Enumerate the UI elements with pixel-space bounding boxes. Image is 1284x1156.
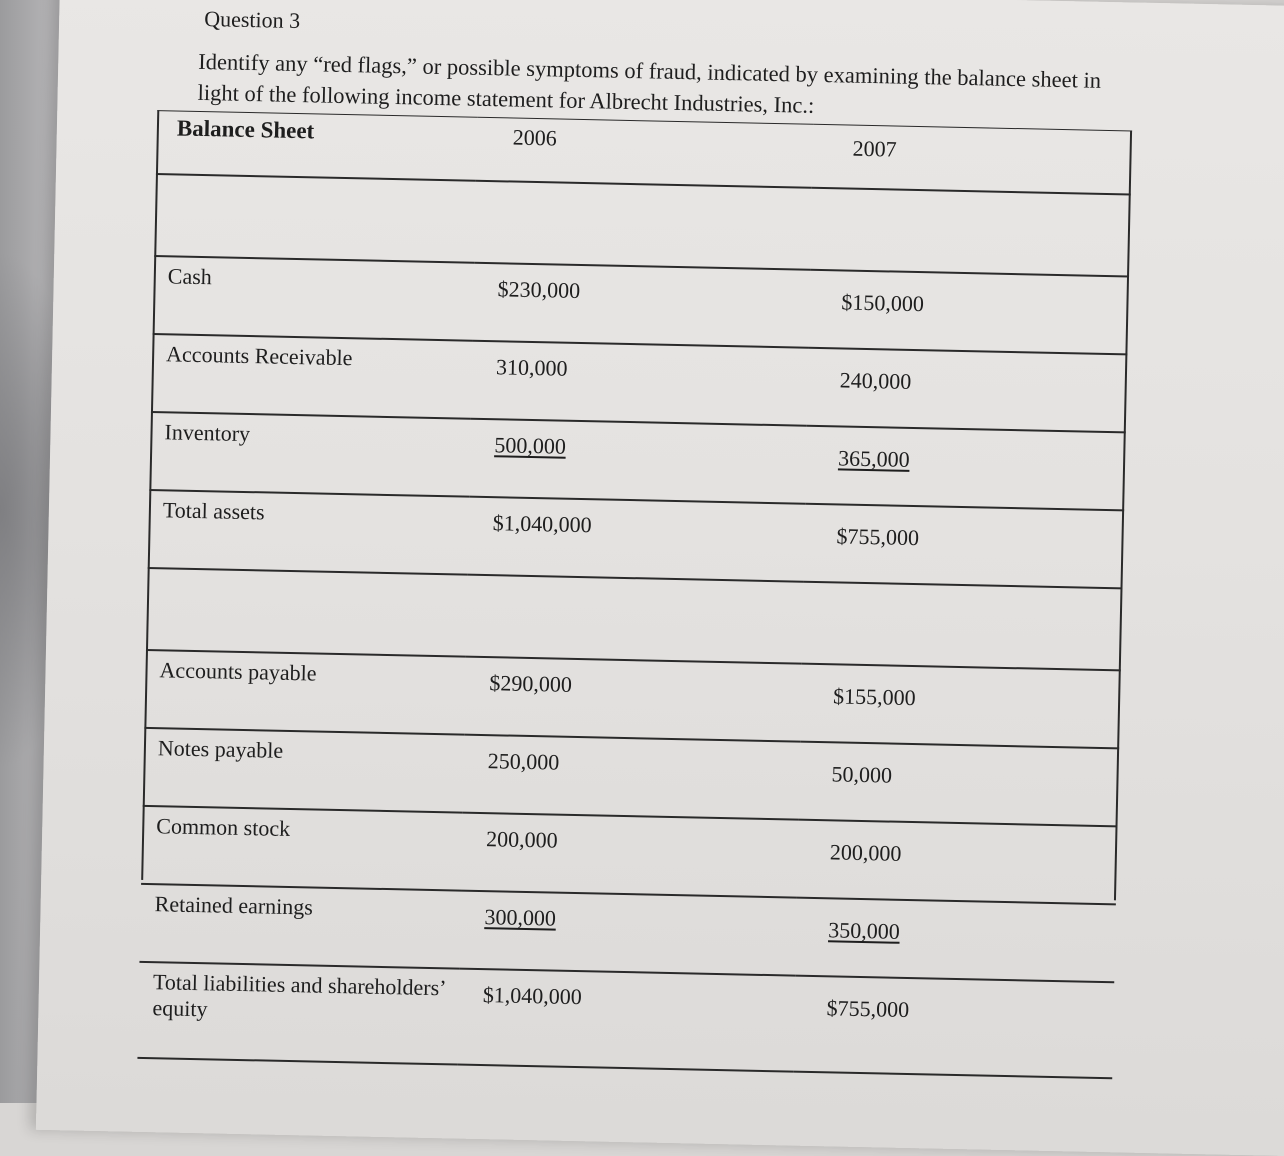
column-header-2007: 2007 [812, 124, 1132, 194]
value-2007: $155,000 [800, 664, 1121, 749]
value-2006: 500,000 [494, 432, 567, 459]
row-label: Total assets [148, 490, 470, 575]
row-label: Notes payable [143, 728, 465, 813]
question-prompt: Identify any “red flags,” or possible symptoms of fraud, indicated by examining the balance sheet in light of the following income statement for Albrecht Industries, Inc.: [197, 48, 1102, 118]
value-2007: $755,000 [793, 976, 1114, 1079]
value-2007: 365,000 [837, 445, 910, 472]
row-label: Total liabilities and shareholders’ equity [137, 962, 459, 1065]
value-2006: $1,040,000 [457, 969, 795, 1072]
value-2007: 50,000 [799, 742, 1120, 827]
value-2007: 240,000 [807, 348, 1128, 433]
paper-sheet [36, 0, 1284, 1156]
value-2006: $230,000 [473, 263, 811, 348]
value-2007: 350,000 [828, 917, 901, 944]
balance-sheet-title: Balance Sheet [156, 111, 477, 181]
column-header-2006: 2006 [476, 117, 813, 188]
row-label: Accounts payable [144, 650, 466, 735]
row-label: Common stock [141, 806, 463, 891]
value-2006: 300,000 [484, 904, 557, 931]
row-label: Retained earnings [139, 884, 461, 969]
value-2006: 310,000 [471, 341, 809, 426]
value-2007: $150,000 [808, 270, 1129, 355]
balance-sheet-table [137, 110, 1132, 1079]
row-label: Cash [153, 256, 475, 341]
value-2007: 200,000 [797, 820, 1118, 905]
table-row [137, 962, 1114, 1078]
row-label: Accounts Receivable [151, 334, 473, 419]
value-2006: 250,000 [463, 735, 801, 820]
value-2006: $290,000 [464, 657, 802, 742]
value-2006: 200,000 [461, 813, 799, 898]
question-label: Question 3 [203, 6, 301, 34]
value-2007: $755,000 [804, 504, 1125, 589]
row-label: Inventory [149, 412, 471, 497]
value-2006: $1,040,000 [468, 497, 806, 582]
